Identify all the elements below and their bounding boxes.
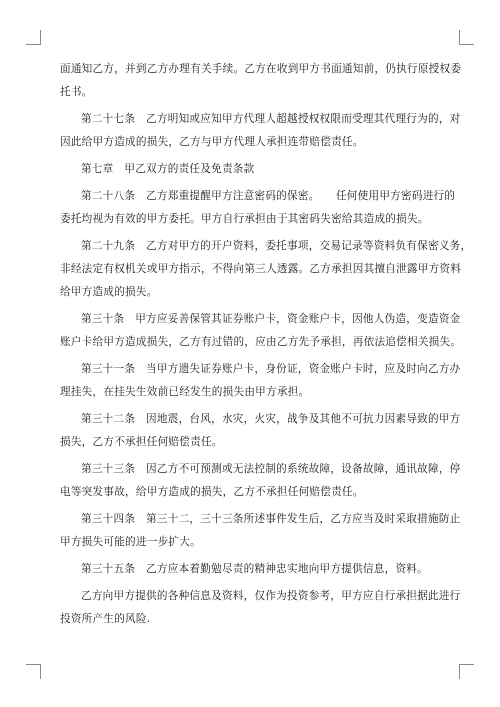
text-line: 乙方向甲方提供的各种信息及资料，仅作为投资参考，甲方应自行承担据此进行: [81, 590, 461, 602]
article-32-heading-line: 第三十二条 因地震，台风，水灾，火灾，战争及其他不可抗力因素导致的甲方: [81, 413, 461, 425]
text-line: 非经法定有权机关或甲方指示，不得向第三人透露。乙方承担因其擅自泄露甲方资料: [60, 263, 462, 275]
article-31-heading-line: 第三十一条 当甲方遗失证券账户卡，身份证，资金账户卡时，应及时向乙方办: [81, 363, 461, 375]
document-body: [60, 62, 472, 626]
article-28-heading-line: 第二十八条 乙方郑重提醒甲方注意密码的保密。 任何使用甲方密码进行的: [81, 190, 456, 202]
text-line: 托书。: [60, 86, 93, 98]
text-line: 面通知乙方，并到乙方办理有关手续。乙方在收到甲方书面通知前，仍执行原授权委: [60, 63, 462, 75]
text-line: 理挂失，在挂失生效前已经发生的损失由甲方承担。: [60, 386, 310, 398]
article-27-heading-line: 第二十七条 乙方明知或应知甲方代理人超越授权权限而受理其代理行为的，对: [81, 113, 461, 125]
article-29-heading-line: 第二十九条 乙方对甲方的开户资料，委托事项，交易记录等资料负有保密义务，: [81, 240, 472, 252]
article-30-heading-line: 第三十条 甲方应妥善保管其证券账户卡，资金账户卡，因他人伪造，变造资金: [81, 313, 461, 325]
crop-mark-top-left: [26, 30, 41, 45]
article-33-heading-line: 第三十三条 因乙方不可预测或无法控制的系统故障，设备故障，通讯故障，停: [81, 463, 461, 475]
crop-mark-bottom-right: [459, 664, 474, 679]
text-line: 损失，乙方不承担任何赔偿责任。: [60, 436, 223, 448]
text-line: 甲方损失可能的进一步扩大。: [60, 536, 201, 548]
chapter-7-title: 第七章 甲乙双方的责任及免责条款: [81, 163, 255, 175]
text-line: 因此给甲方造成的损失，乙方与甲方代理人承担连带赔偿责任。: [60, 136, 364, 148]
text-line: 投资所产生的风险.: [60, 613, 151, 625]
text-line: 电等突发事故，给甲方造成的损失，乙方不承担任何赔偿责任。: [60, 486, 364, 498]
crop-mark-top-right: [459, 30, 474, 45]
article-35-heading-line: 第三十五条 乙方应本着勤勉尽责的精神忠实地向甲方提供信息，资料。: [81, 563, 428, 575]
text-line: 账户卡给甲方造成损失，乙方有过错的，应由乙方先予承担，再依法追偿相关损失。: [60, 336, 462, 348]
article-34-heading-line: 第三十四条 第三十二，三十三条所述事件发生后，乙方应当及时采取措施防止: [81, 513, 461, 525]
text-line: 给甲方造成的损失。: [60, 286, 158, 298]
text-line: 委托均视为有效的甲方委托。甲方自行承担由于其密码失密给其造成的损失。: [60, 213, 429, 225]
crop-mark-bottom-left: [26, 664, 41, 679]
